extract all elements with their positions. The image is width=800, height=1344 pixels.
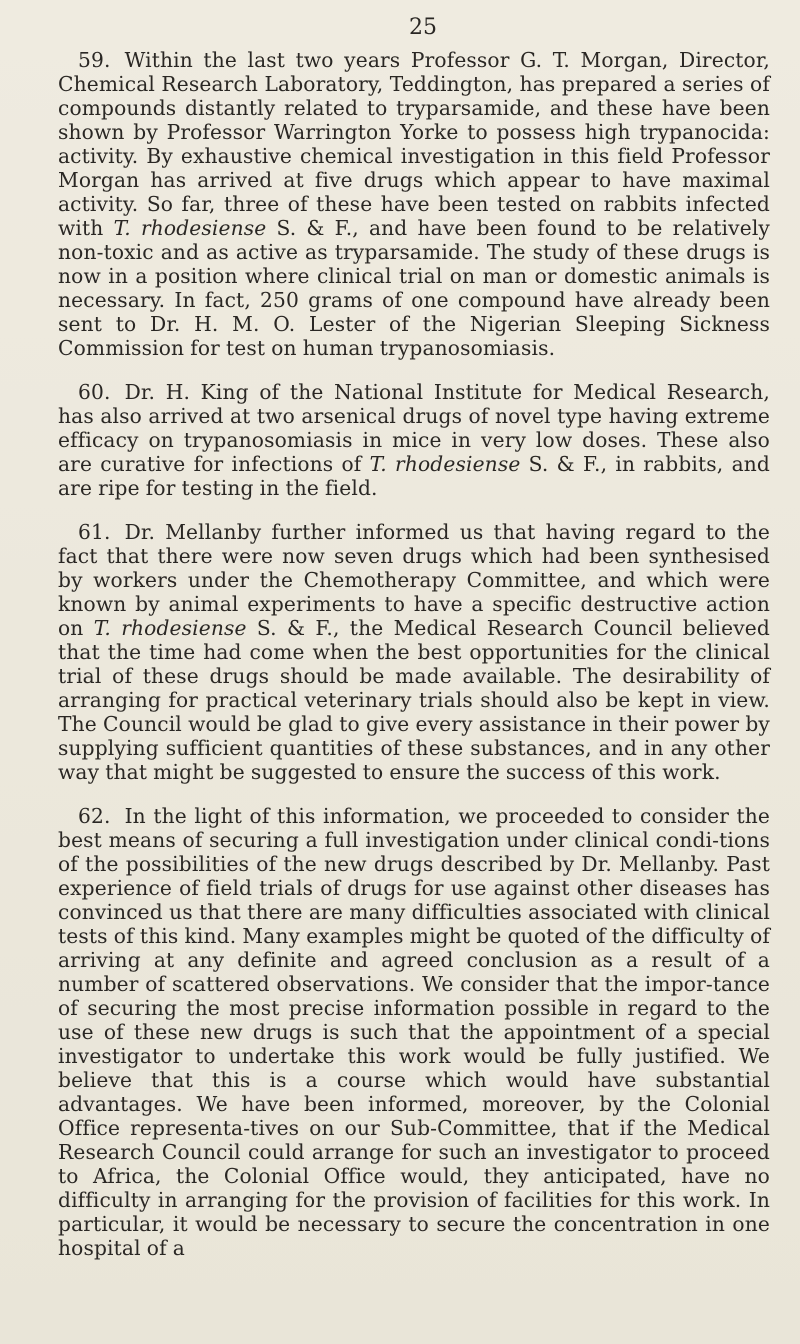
paragraph-61 (58, 520, 770, 784)
species-name: T. rhodesiense (93, 616, 247, 640)
paragraph-text: S. & F., in rabbits, and are ripe for testing in the field. (58, 452, 770, 500)
paragraph-59 (58, 48, 770, 360)
paragraph-text: Within the last two years Professor G. T. Morgan, Director, Chemical Research Laboratory, Teddington, has prepared a series of compounds distantly related to tryparsamide, and these have been shown by Professor Warrington Yorke to possess high trypanocida: activity. By exhaustive chemical investigation in this field Professor Morgan has arrived at five drugs which appear to have maximal activity. So far, three of these have been tested on rabbits infected with (58, 48, 770, 240)
paragraph-text: Dr. H. King of the National Institute for Medical Research, has also arrived at two arsenical drugs of novel type having extreme efficacy on trypanosomiasis in mice in very low doses. These also are curative for infections of (58, 380, 770, 476)
paragraph-text: S. & F., the Medical Research Council believed that the time had come when the best opportunities for the clinical trial of these drugs should be made available. The desirability of arranging for practical veterinary trials should also be kept in view. The Council would be glad to give every assistance in their power by supplying sufficient quantities of these substances, and in any other way that might be suggested to ensure the success of this work. (58, 616, 770, 784)
paragraph-62 (58, 804, 770, 1260)
paragraph-number: 59. (78, 48, 111, 72)
paragraph-number: 61. (78, 520, 111, 544)
paragraph-text: S. & F., and have been found to be relatively non-toxic and as active as tryparsamide. The study of these drugs is now in a position where clinical trial on man or domestic animals is necessary. In fact, 250 grams of one compound have already been sent to Dr. H. M. O. Lester of the Nigerian Sleeping Sickness Commission for test on human trypanosomiasis. (58, 216, 770, 360)
page-number: 25 (409, 15, 437, 40)
species-name: T. rhodesiense (369, 452, 521, 476)
paragraph-text: Dr. Mellanby further informed us that having regard to the fact that there were now seven drugs which had been synthesised by workers under the Chemotherapy Committee, and which were known by animal experiments to have a specific destructive action on (58, 520, 770, 640)
paragraph-number: 60. (78, 380, 111, 404)
species-name: T. rhodesiense (113, 216, 267, 240)
paragraph-60 (58, 380, 770, 500)
paragraph-text: In the light of this information, we proceeded to consider the best means of securing a full investigation under clinical condi-tions of the possibilities of the new drugs described by Dr. Mellanby. Past experience of field trials of drugs for use against other diseases has convinced us that there are many difficulties associated with clinical tests of this kind. Many examples might be quoted of the difficulty of arriving at any definite and agreed conclusion as a result of a number of scattered observations. We consider that the impor-tance of securing the most precise information possible in regard to the use of these new drugs is such that the appointment of a special investigator to undertake this work would be fully justified. We believe that this is a course which would have substantial advantages. We have been informed, moreover, by the Colonial Office representa-tives on our Sub-Committee, that if the Medical Research Council could arrange for such an investigator to proceed to Africa, the Colonial Office would, they anticipated, have no difficulty in arranging for the provision of facilities for this work. In particular, it would be necessary to secure the concentration in one hospital of a (58, 804, 770, 1260)
paragraph-number: 62. (78, 804, 111, 828)
